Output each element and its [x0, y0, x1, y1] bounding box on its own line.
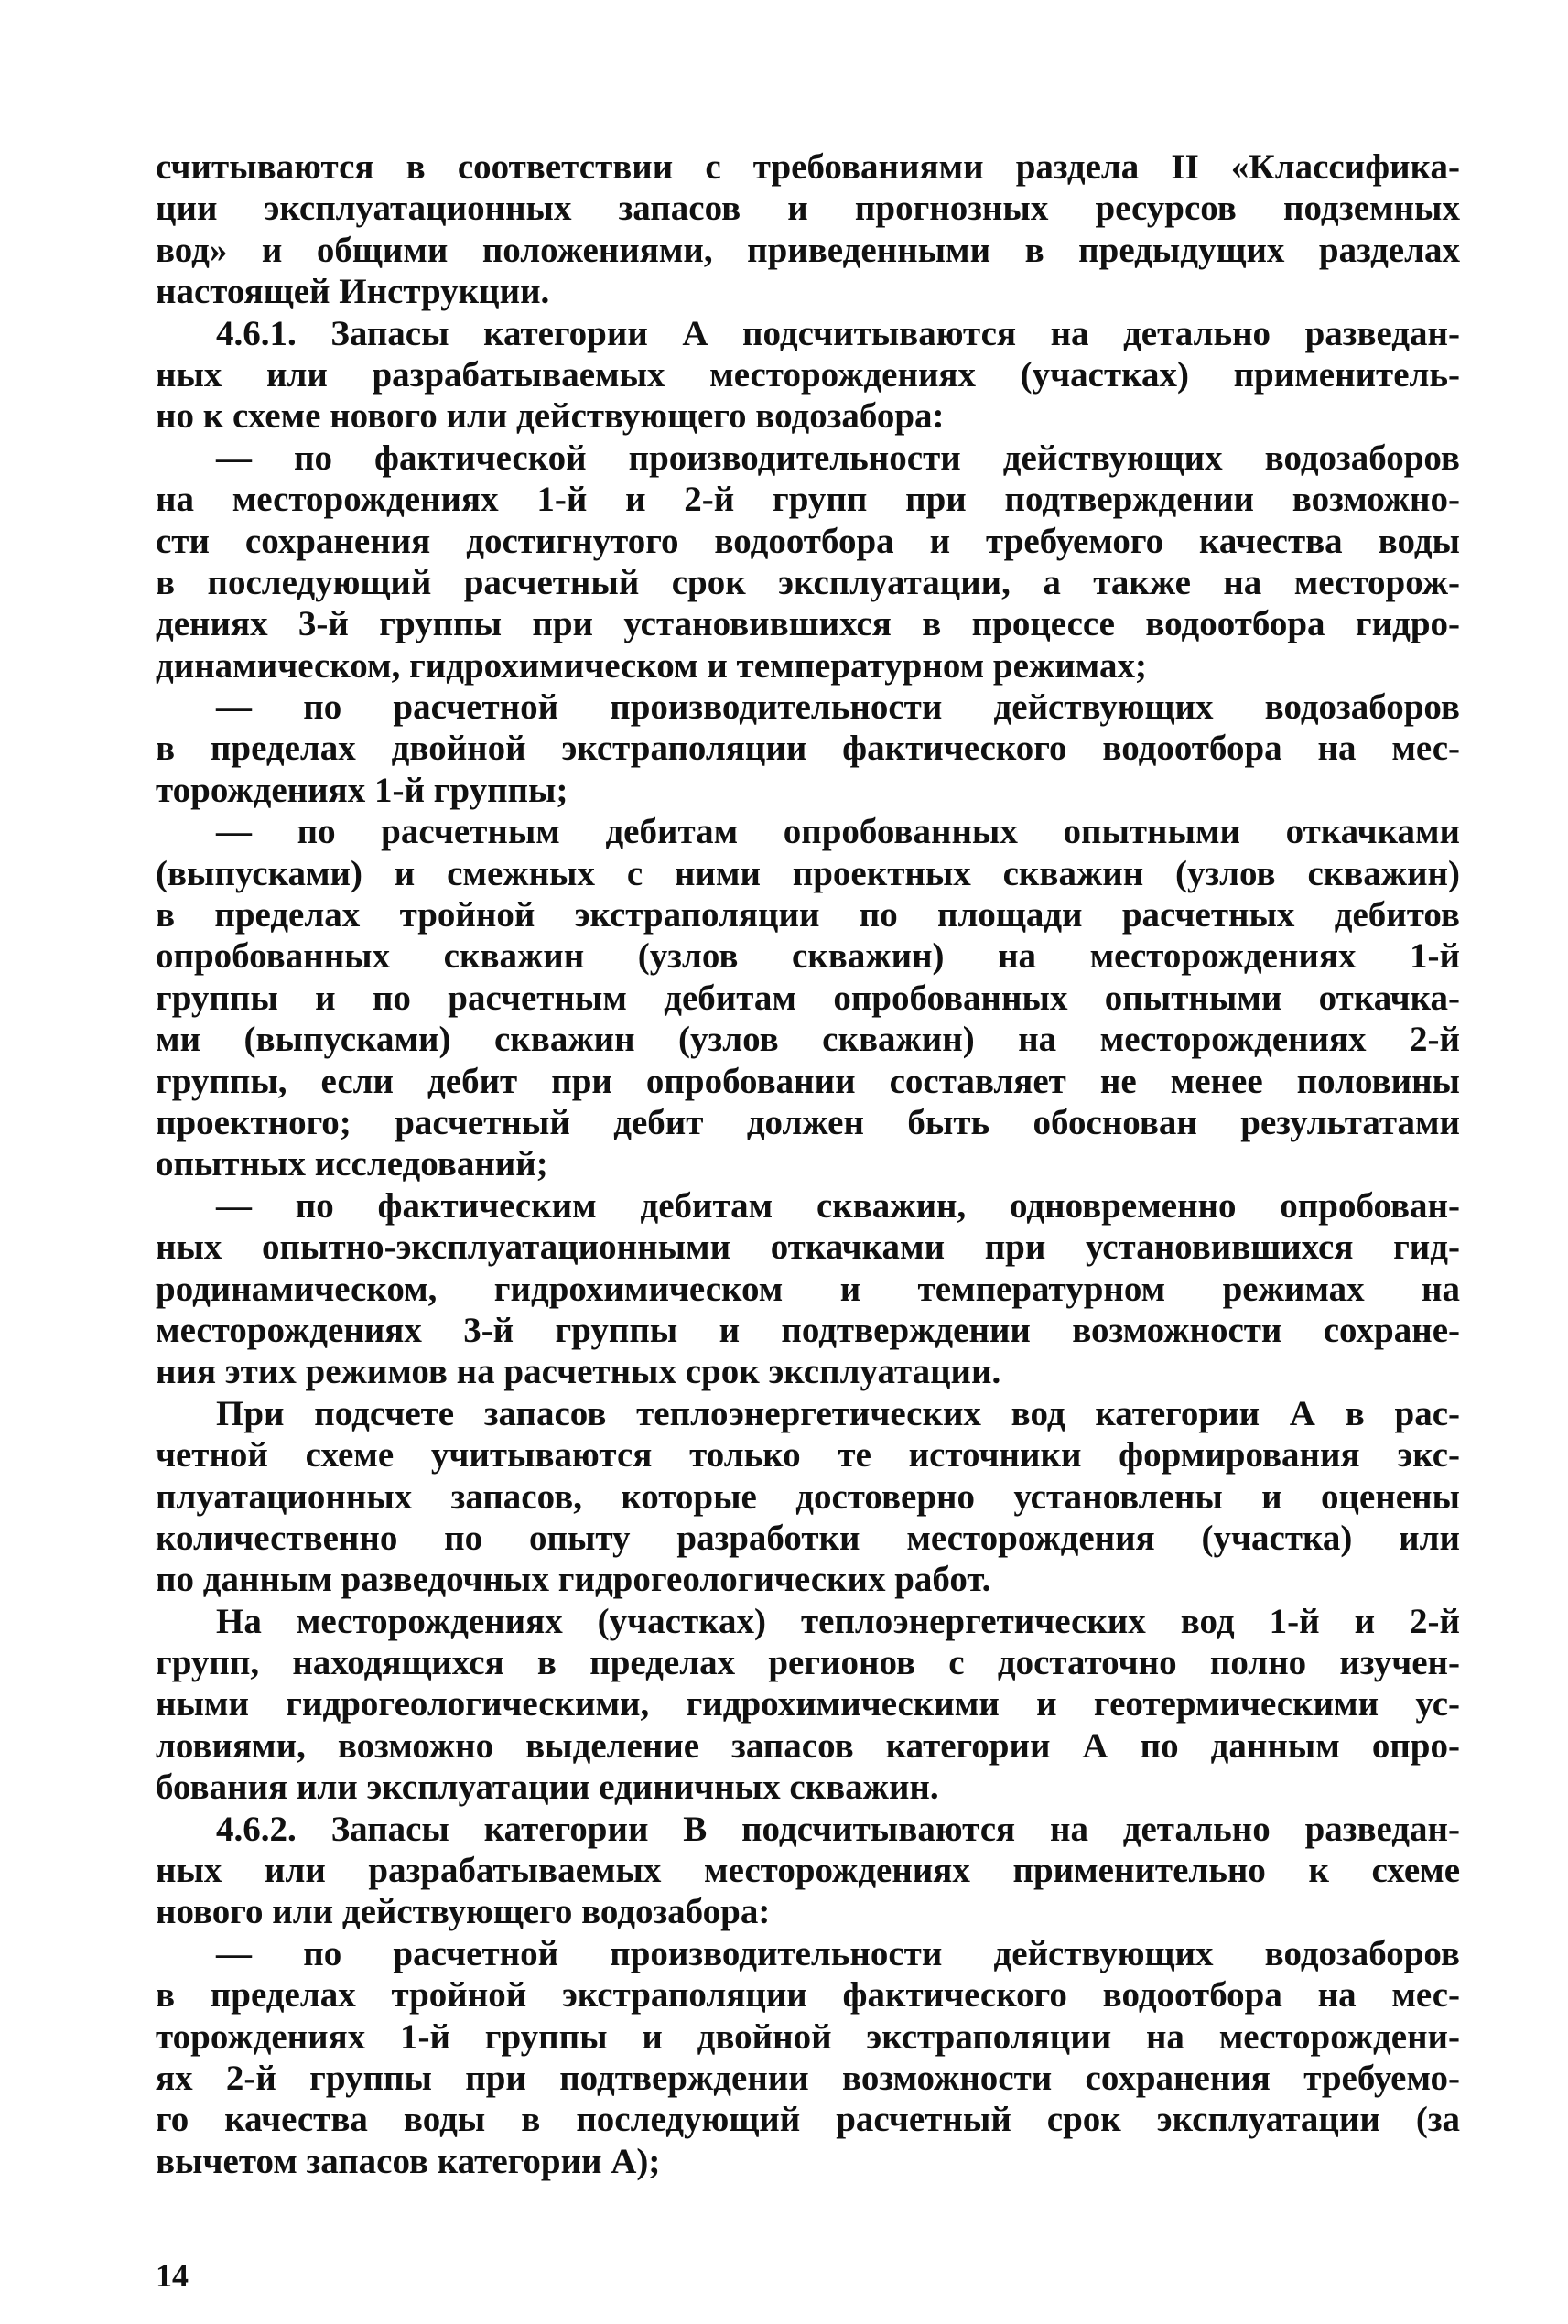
text-line: в пределах тройной экстраполяции по площади расчетных дебитов — [156, 895, 1460, 935]
paragraph — [156, 686, 1460, 811]
text-line: — по расчетной производительности действующих водозаборов — [216, 1933, 1460, 1973]
text-line: в пределах тройной экстраполяции фактического водоотбора на мес- — [156, 1975, 1460, 2016]
text-line: четной схеме учитываются только те источники формирования экс- — [156, 1435, 1460, 1475]
text-line: дениях 3-й группы при установившихся в процессе водоотбора гидро- — [156, 604, 1460, 644]
text-line: ях 2-й группы при подтверждении возможности сохранения требуемо- — [156, 2058, 1460, 2098]
text-line: опытных исследований; — [156, 1144, 548, 1184]
text-line: При подсчете запасов теплоэнергетических вод категории А в рас- — [216, 1393, 1460, 1433]
text-line: группы и по расчетным дебитам опробованных опытными откачка- — [156, 978, 1460, 1018]
text-line: количественно по опыту разработки месторождения (участка) или — [156, 1518, 1460, 1558]
text-line: ловиями, возможно выделение запасов категории А по данным опро- — [156, 1725, 1460, 1766]
document-body — [156, 146, 1460, 2182]
text-line: сти сохранения достигнутого водоотбора и требуемого качества воды — [156, 521, 1460, 561]
text-line: — по расчетным дебитам опробованных опытными откачками — [216, 812, 1460, 852]
text-line: родинамическом, гидрохимическом и температурном режимах на — [156, 1269, 1460, 1309]
text-line: ных или разрабатываемых месторождениях (участках) применитель- — [156, 354, 1460, 395]
text-line: ных или разрабатываемых месторождениях применительно к схеме — [156, 1851, 1460, 1891]
text-line: 4.6.2. Запасы категории В подсчитываются на детально разведан- — [216, 1809, 1460, 1849]
text-line: месторождениях 3-й группы и подтверждении возможности сохране- — [156, 1310, 1460, 1350]
text-line: 4.6.1. Запасы категории А подсчитываются на детально разведан- — [216, 313, 1460, 353]
text-line: торождениях 1-й группы; — [156, 770, 568, 810]
text-line: динамическом, гидрохимическом и температурном режимах; — [156, 645, 1147, 686]
text-line: считываются в соответствии с требованиями раздела II «Классифика- — [156, 147, 1460, 187]
text-line: но к схеме нового или действующего водозабора: — [156, 396, 945, 437]
text-line: групп, находящихся в пределах регионов с достаточно полно изучен- — [156, 1643, 1460, 1683]
text-line: настоящей Инструкции. — [156, 272, 550, 312]
paragraph — [156, 146, 1460, 313]
text-line: На месторождениях (участках) теплоэнергетических вод 1-й и 2-й — [216, 1601, 1460, 1641]
text-line: плуатационных запасов, которые достоверно установлены и оценены — [156, 1476, 1460, 1517]
text-line: нового или действующего водозабора: — [156, 1892, 771, 1932]
text-line: торождениях 1-й группы и двойной экстраполяции на месторождени- — [156, 2016, 1460, 2057]
text-line: — по расчетной производительности действующих водозаборов — [216, 687, 1460, 728]
text-line: го качества воды в последующий расчетный срок эксплуатации (за — [156, 2100, 1460, 2140]
text-line: — по фактической производительности действующих водозаборов — [216, 438, 1460, 478]
text-line: вычетом запасов категории А); — [156, 2141, 661, 2181]
page-number: 14 — [156, 2257, 189, 2294]
paragraph — [156, 811, 1460, 1185]
paragraph — [156, 1601, 1460, 1809]
text-line: на месторождениях 1-й и 2-й групп при подтверждении возможно- — [156, 480, 1460, 520]
text-line: ния этих режимов на расчетных срок эксплуатации. — [156, 1352, 1001, 1392]
text-line: ции эксплуатационных запасов и прогнозных ресурсов подземных — [156, 189, 1460, 229]
text-line: (выпусками) и смежных с ними проектных скважин (узлов скважин) — [156, 853, 1460, 893]
text-line: опробованных скважин (узлов скважин) на месторождениях 1-й — [156, 936, 1460, 977]
paragraph — [156, 1393, 1460, 1601]
text-line: ми (выпусками) скважин (узлов скважин) на месторождениях 2-й — [156, 1020, 1460, 1060]
text-line: — по фактическим дебитам скважин, одновременно опробован- — [216, 1185, 1460, 1226]
text-line: проектного; расчетный дебит должен быть обоснован результатами — [156, 1102, 1460, 1142]
text-line: по данным разведочных гидрогеологических работ. — [156, 1560, 991, 1600]
text-line: в пределах двойной экстраполяции фактического водоотбора на мес- — [156, 729, 1460, 769]
text-line: ными гидрогеологическими, гидрохимическими и геотермическими ус- — [156, 1684, 1460, 1724]
paragraph — [156, 1809, 1460, 1933]
paragraph — [156, 1185, 1460, 1393]
text-line: в последующий расчетный срок эксплуатации, а также на месторож- — [156, 562, 1460, 602]
paragraph — [156, 313, 1460, 438]
text-line: бования или эксплуатации единичных скважин. — [156, 1767, 939, 1808]
paragraph — [156, 1933, 1460, 2182]
text-line: ных опытно-эксплуатационными откачками при установившихся гид- — [156, 1227, 1460, 1268]
text-line: группы, если дебит при опробовании составляет не менее половины — [156, 1061, 1460, 1101]
paragraph — [156, 438, 1460, 686]
text-line: вод» и общими положениями, приведенными в предыдущих разделах — [156, 230, 1460, 270]
